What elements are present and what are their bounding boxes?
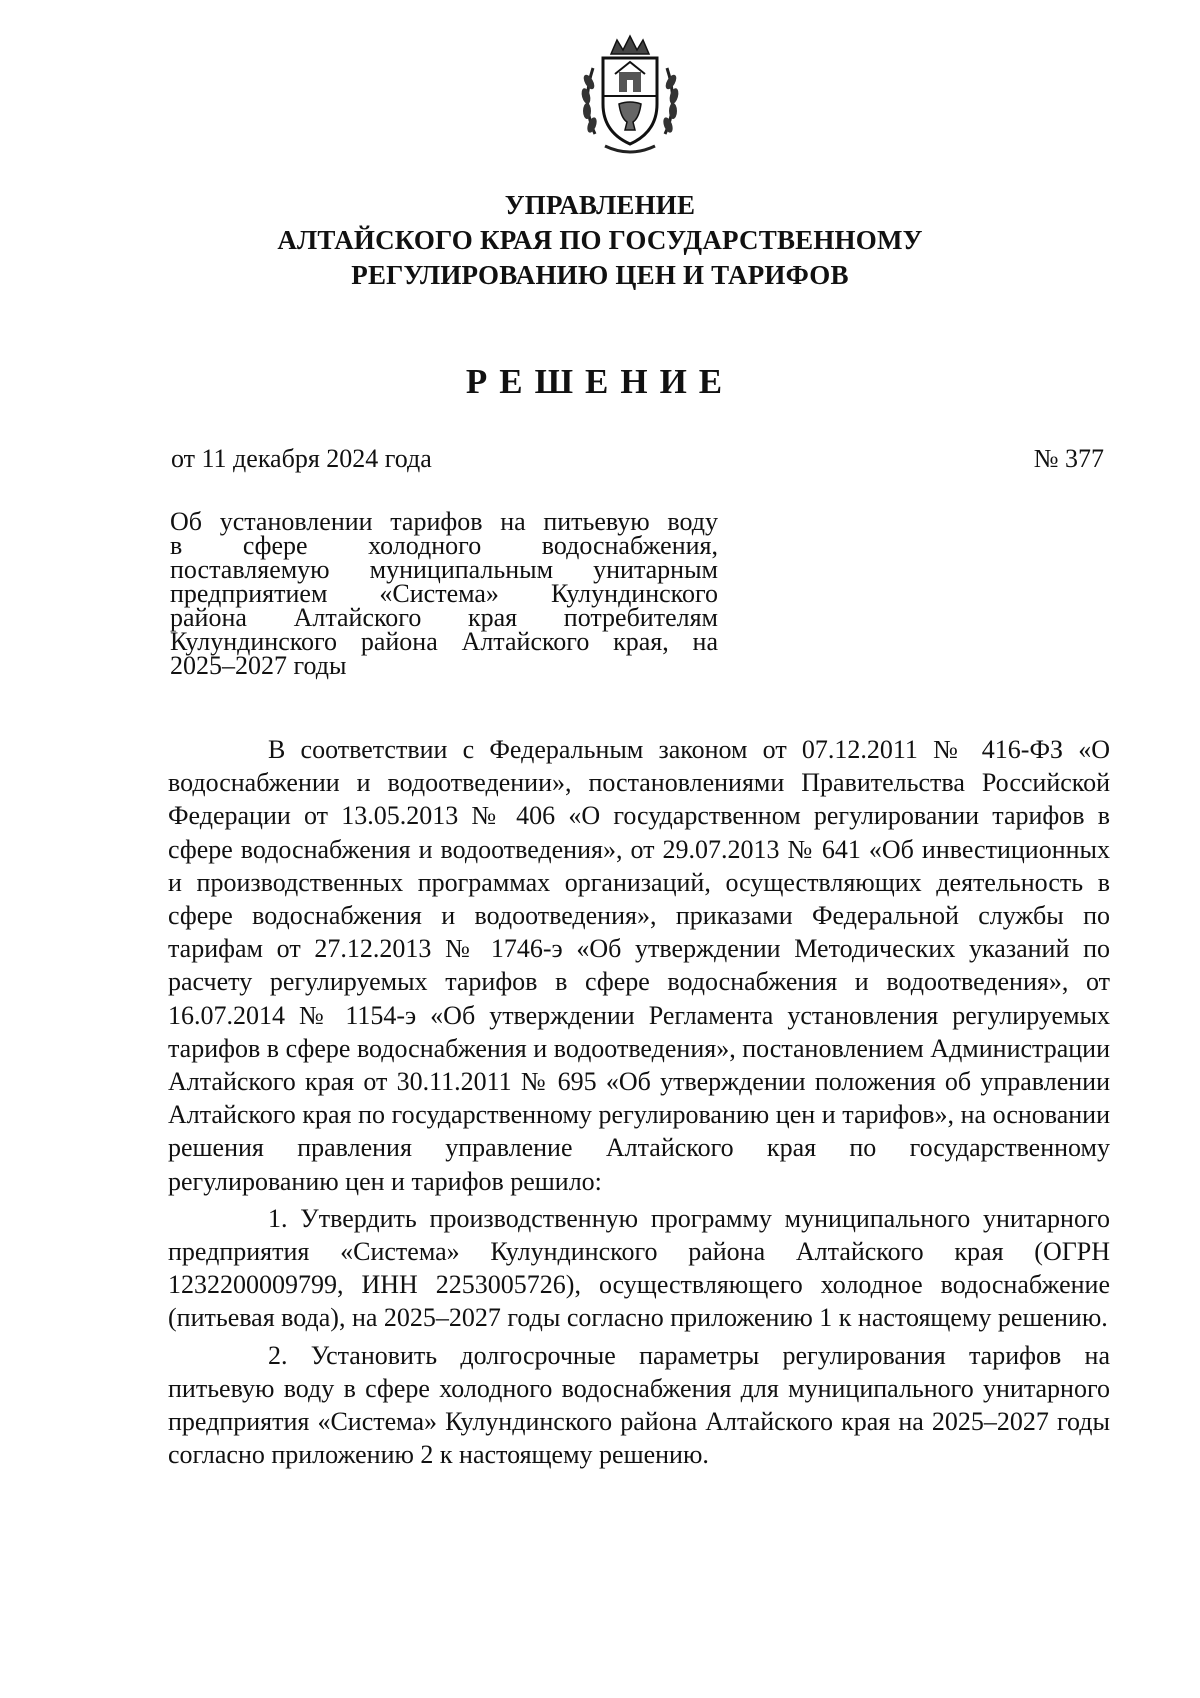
subject-line: района Алтайского края потребителям <box>170 603 718 632</box>
subject-line: Об установлении тарифов на питьевую воду <box>170 507 718 536</box>
subject-line: предприятием «Система» Кулундинского <box>170 579 718 608</box>
altai-krai-coat-of-arms-icon <box>575 34 685 158</box>
preamble-paragraph: В соответствии с Федеральным законом от 07.12.2011 № 416-ФЗ «О водоснабжении и водоотведении», постановлениями Правительства Российской Федерации от 13.05.2013 № 406 «О государственном регулировании тарифов в сфере водоснабжения и водоотведения», от 29.07.2013 № 641 «Об инвестиционных и производственных программах организаций, осуществляющих деятельность в сфере водоснабжения и водоотведения», приказами Федеральной службы по тарифам от 27.12.2013 № 1746-э «Об утверждении Методических указаний по расчету регулируемых тарифов в сфере водоснабжения и водоотведения», от 16.07.2014 № 1154-э «Об утверждении Регламента установления регулируемых тарифов в сфере водоснабжения и водоотведения», постановлением Администрации Алтайского края от 30.11.2011 № 695 «Об утверждении положения об управлении Алтайского края по государственному регулированию цен и тарифов», на основании решения правления управление Алтайского края по государственному регулированию цен и тарифов решило: <box>168 735 1110 1196</box>
organization-name-line-2: АЛТАЙСКОГО КРАЯ ПО ГОСУДАРСТВЕННОМУ <box>277 225 923 255</box>
decision-item-1: 1. Утвердить производственную программу муниципального унитарного предприятия «Система» Кулундинского района Алтайского края (ОГРН 1232200009799, ИНН 2253005726), осуществляющего холодное водоснабжение (питьевая вода), на 2025–2027 годы согласно приложению 1 к настоящему решению. <box>168 1203 1110 1333</box>
document-number: № 377 <box>1033 444 1104 473</box>
organization-name-line-3: РЕГУЛИРОВАНИЮ ЦЕН И ТАРИФОВ <box>351 260 849 290</box>
coat-of-arms-emblem <box>575 34 685 158</box>
organization-name-line-1: УПРАВЛЕНИЕ <box>504 190 696 220</box>
decision-item-2: 2. Установить долгосрочные параметры регулирования тарифов на питьевую воду в сфере холодного водоснабжения для муниципального унитарного предприятия «Система» Кулундинского района Алтайского края на 2025–2027 годы согласно приложению 2 к настоящему решению. <box>168 1340 1110 1470</box>
document-title: РЕШЕНИЕ <box>465 362 735 401</box>
document-subject <box>170 507 718 680</box>
subject-line: 2025–2027 годы <box>170 651 347 680</box>
document-date: от 11 декабря 2024 года <box>171 444 432 473</box>
subject-line: в сфере холодного водоснабжения, <box>170 531 718 560</box>
subject-line: Кулундинского района Алтайского края, на <box>170 627 718 656</box>
subject-line: поставляемую муниципальным унитарным <box>170 555 718 584</box>
document-body <box>168 733 1110 1471</box>
